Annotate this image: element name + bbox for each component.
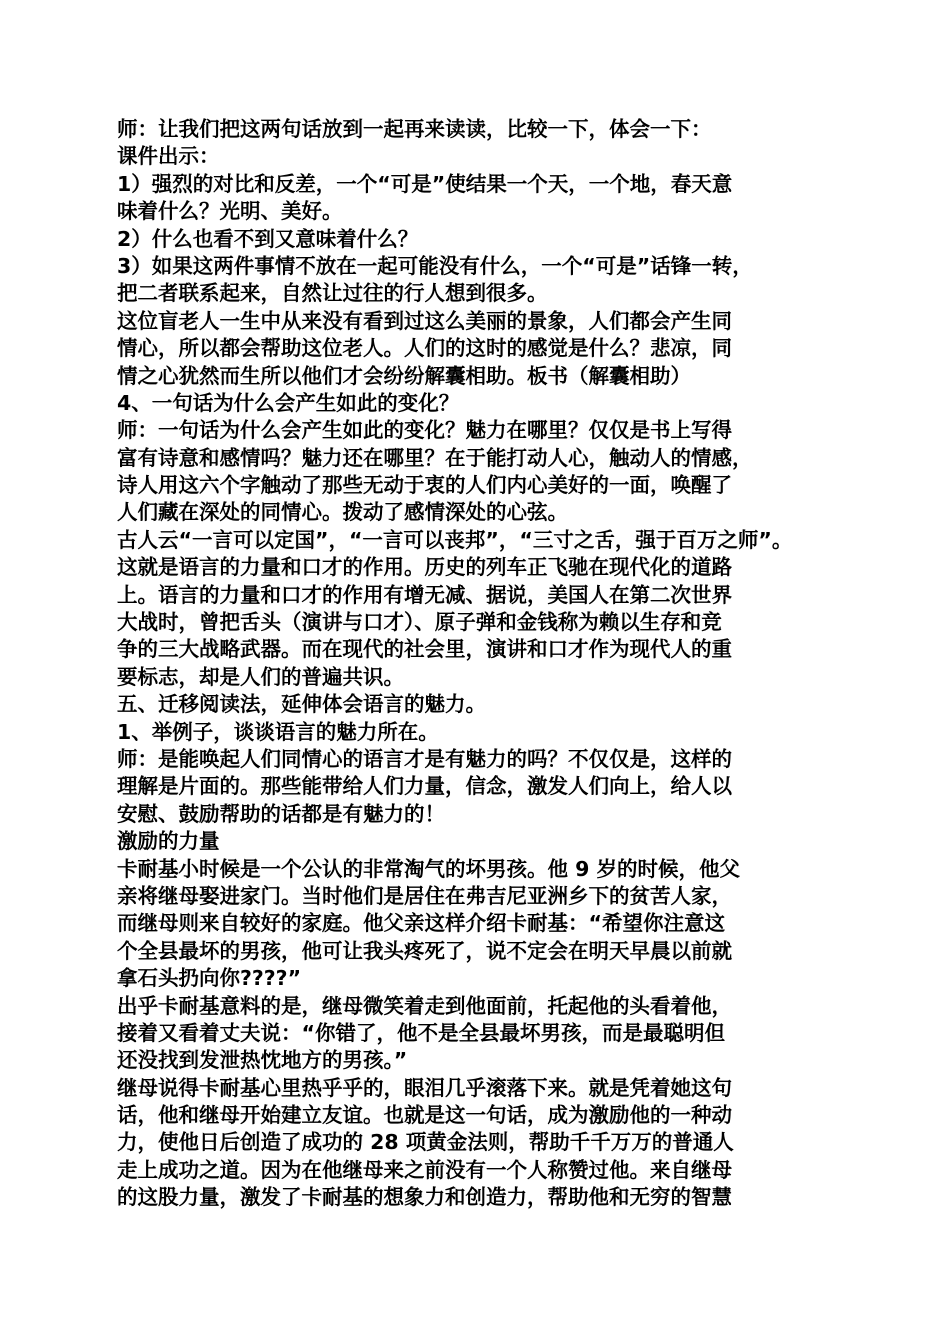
- text-line: 2）什么也看不到又意味着什么？: [117, 226, 419, 251]
- text-line: 走上成功之道。因为在他继母来之前没有一个人称赞过他。来自继母: [117, 1157, 732, 1182]
- text-line: 争的三大战略武器。而在现代的社会里，演讲和口才作为现代人的重: [117, 637, 732, 662]
- text-line: 师：一句话为什么会产生如此的变化？魅力在哪里？仅仅是书上写得: [117, 418, 732, 443]
- text-line: 理解是片面的。那些能带给人们力量，信念，激发人们向上，给人以: [117, 774, 732, 799]
- text-line: 人们藏在深处的同情心。拨动了感情深处的心弦。: [117, 500, 568, 525]
- text-line: 3）如果这两件事情不放在一起可能没有什么，一个“可是”话锋一转，: [117, 253, 753, 278]
- text-line: 接着又看着丈夫说：“你错了，他不是全县最坏男孩，而是最聪明但: [117, 1020, 725, 1045]
- text-line: 这就是语言的力量和口才的作用。历史的列车正飞驰在现代化的道路: [117, 555, 732, 580]
- text-line: 个全县最坏的男孩，他可让我头疼死了，说不定会在明天早晨以前就: [117, 938, 732, 963]
- text-line: 还没找到发泄热忱地方的男孩。”: [117, 1048, 408, 1073]
- text-line: 而继母则来自较好的家庭。他父亲这样介绍卡耐基：“希望你注意这: [117, 911, 725, 936]
- text-line: 卡耐基小时候是一个公认的非常淘气的坏男孩。他 9 岁的时候，他父: [117, 856, 741, 881]
- text-line: 激励的力量: [117, 829, 220, 854]
- text-line: 亲将继母娶进家门。当时他们是居住在弗吉尼亚洲乡下的贫苦人家，: [117, 883, 732, 908]
- text-line: 五、迁移阅读法，延伸体会语言的魅力。: [117, 692, 486, 717]
- text-line: 课件出示：: [117, 144, 220, 169]
- text-line: 把二者联系起来，自然让过往的行人想到很多。: [117, 281, 548, 306]
- text-line: 诗人用这六个字触动了那些无动于衷的人们内心美好的一面，唤醒了: [117, 473, 732, 498]
- text-line: 出乎卡耐基意料的是，继母微笑着走到他面前，托起他的头看着他，: [117, 993, 732, 1018]
- text-line: 安慰、鼓励帮助的话都是有魅力的！: [117, 801, 445, 826]
- text-line: 情心，所以都会帮助这位老人。人们的这时的感觉是什么？悲凉，同: [117, 336, 732, 361]
- document-body: [117, 116, 837, 1212]
- text-line: 的这股力量，激发了卡耐基的想象力和创造力，帮助他和无穷的智慧: [117, 1185, 732, 1210]
- text-line: 味着什么？光明、美好。: [117, 199, 343, 224]
- text-line: 情之心犹然而生所以他们才会纷纷解囊相助。板书（解囊相助）: [117, 363, 691, 388]
- text-line: 要标志，却是人们的普遍共识。: [117, 664, 404, 689]
- text-line: 话，他和继母开始建立友谊。也就是这一句话，成为激励他的一种动: [117, 1103, 732, 1128]
- text-line: 上。语言的力量和口才的作用有增无减、据说，美国人在第二次世界: [117, 582, 732, 607]
- text-line: 师：让我们把这两句话放到一起再来读读，比较一下，体会一下：: [117, 117, 712, 141]
- text-line: 师：是能唤起人们同情心的语言才是有魅力的吗？不仅仅是，这样的: [117, 746, 732, 771]
- text-line: 1、举例子，谈谈语言的魅力所在。: [117, 719, 439, 744]
- text-line: 力，使他日后创造了成功的 28 项黄金法则，帮助千千万万的普通人: [117, 1130, 734, 1155]
- text-line: 富有诗意和感情吗？魅力还在哪里？在于能打动人心，触动人的情感，: [117, 445, 753, 470]
- text-line: 这位盲老人一生中从来没有看到过这么美丽的景象，人们都会产生同: [117, 308, 732, 333]
- text-line: 大战时，曾把舌头（演讲与口才）、原子弹和金钱称为赖以生存和竞: [117, 610, 722, 635]
- text-line: 4、一句话为什么会产生如此的变化？: [117, 390, 460, 415]
- text-line: 继母说得卡耐基心里热乎乎的，眼泪几乎滚落下来。就是凭着她这句: [117, 1075, 732, 1100]
- text-line: 1）强烈的对比和反差，一个“可是”使结果一个天，一个地，春天意: [117, 171, 733, 196]
- text-line: 拿石头扔向你????”: [117, 966, 302, 991]
- text-line: 古人云“一言可以定国”，“一言可以丧邦”，“三寸之舌，强于百万之师”。: [117, 527, 793, 552]
